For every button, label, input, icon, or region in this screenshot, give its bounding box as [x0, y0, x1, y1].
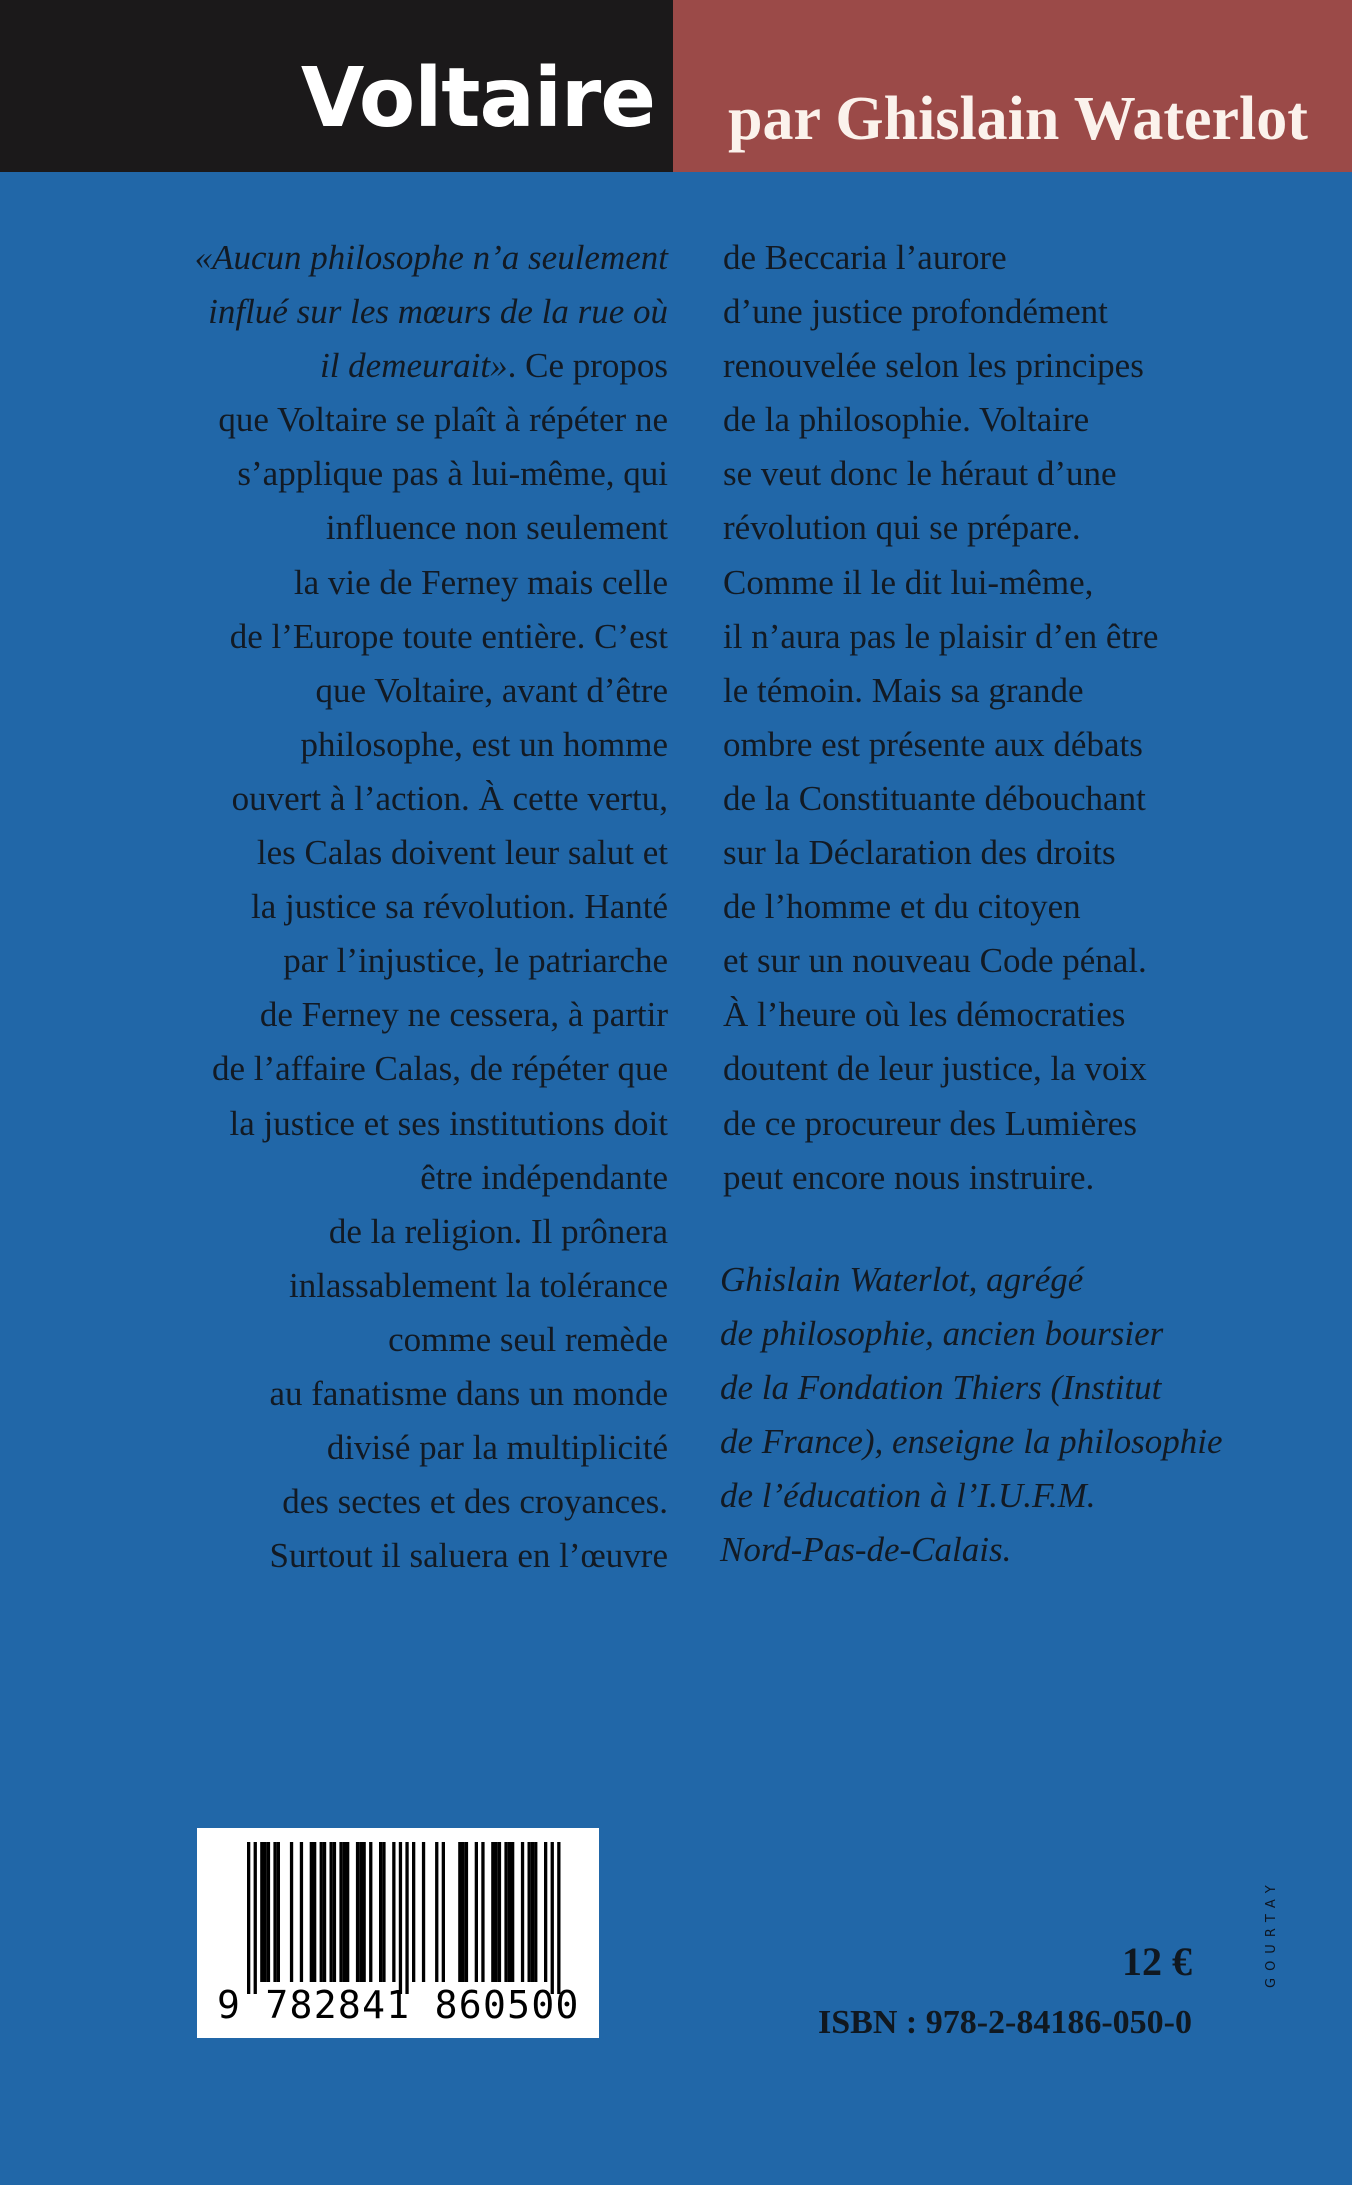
blurb-line: s’applique pas à lui-même, qui [237, 454, 668, 494]
barcode-bar [310, 1842, 313, 1982]
barcode-bar [528, 1842, 531, 1982]
blurb-quote-tail: . Ce propos [507, 346, 668, 386]
blurb-line: se veut donc le héraut d’une [723, 454, 1117, 494]
blurb-line: ouvert à l’action. À cette vertu, [231, 778, 668, 818]
blurb-line: par l’injustice, le patriarche [283, 941, 668, 981]
blurb-line: influé sur les mœurs de la rue où [208, 292, 668, 332]
price: 12 € [1122, 1939, 1192, 1984]
barcode-bar [498, 1842, 501, 1982]
author-bio [720, 1253, 1260, 1578]
blurb-line: révolution qui se prépare. [723, 508, 1081, 548]
barcode-bar [379, 1842, 382, 1982]
barcode-bar [339, 1842, 342, 1982]
blurb-left-column [160, 231, 668, 1583]
barcode-bar [264, 1842, 267, 1982]
author-block [673, 0, 1352, 172]
blurb-line: de la Constituante débouchant [723, 778, 1146, 818]
barcode-bar [399, 1842, 402, 1994]
barcode-bar [369, 1842, 372, 1982]
barcode-bar [405, 1842, 408, 1994]
blurb-line: la justice et ses institutions doit [229, 1103, 668, 1143]
blurb-line: Comme il le dit lui-même, [723, 562, 1094, 602]
cover-header [0, 0, 1352, 172]
barcode-bar [359, 1842, 362, 1982]
blurb-line: que Voltaire se plaît à répéter ne [218, 400, 668, 440]
title-block [0, 0, 673, 172]
barcode-bar [557, 1842, 560, 1994]
blurb-line: de la religion. Il prônera [328, 1211, 668, 1251]
barcode-digits: 9 782841 860500 [217, 1983, 580, 2027]
barcode-bar [475, 1842, 478, 1982]
barcode-bar [511, 1842, 514, 1982]
barcode-bar [521, 1842, 524, 1982]
blurb-line: peut encore nous instruire. [723, 1157, 1095, 1197]
barcode-bar [442, 1842, 445, 1982]
blurb-line: philosophe, est un homme [300, 724, 668, 764]
book-author: par Ghislain Waterlot [728, 85, 1308, 153]
barcode-bar [495, 1842, 498, 1982]
bio-line: de l’éducation à l’I.U.F.M. [720, 1476, 1096, 1516]
blurb-right-column [723, 231, 1243, 1205]
blurb-quote-end: il demeurait» [319, 346, 508, 386]
barcode-bar [504, 1842, 507, 1982]
barcode-bar [544, 1842, 547, 1982]
blurb-line: être indépendante [420, 1157, 668, 1197]
barcode-bar [267, 1842, 270, 1982]
blurb-line: Surtout il saluera en l’œuvre [269, 1536, 668, 1576]
barcode-bar [300, 1842, 303, 1982]
bio-line: de philosophie, ancien boursier [720, 1314, 1164, 1354]
barcode-bar [330, 1842, 333, 1982]
barcode-bar [508, 1842, 511, 1982]
barcode-bar [320, 1842, 323, 1982]
blurb-line: la justice sa révolution. Hanté [251, 887, 668, 927]
isbn: ISBN : 978-2-84186-050-0 [818, 2004, 1192, 2041]
barcode-bar [277, 1842, 280, 1982]
blurb-line: des sectes et des croyances. [282, 1482, 668, 1522]
blurb-line: doutent de leur justice, la voix [723, 1049, 1147, 1089]
barcode-bar [412, 1842, 415, 1982]
barcode-bar [462, 1842, 465, 1982]
barcode-bar [422, 1842, 425, 1982]
barcode-bar [273, 1842, 276, 1982]
barcode-bar [551, 1842, 554, 1994]
blurb-line: de la philosophie. Voltaire [723, 400, 1090, 440]
blurb-line: de l’homme et du citoyen [723, 887, 1081, 927]
blurb-line [160, 339, 668, 393]
blurb-line: de Beccaria l’aurore [723, 238, 1007, 277]
blurb-line: de l’Europe toute entière. C’est [229, 616, 668, 656]
barcode-bar [534, 1842, 537, 1982]
barcode-bar [382, 1842, 385, 1982]
bio-line: de la Fondation Thiers (Institut [720, 1368, 1162, 1408]
blurb-line: comme seul remède [388, 1319, 668, 1359]
blurb-line: de ce procureur des Lumières [723, 1103, 1137, 1143]
blurb-line: de l’affaire Calas, de répéter que [211, 1049, 668, 1089]
blurb-line: il n’aura pas le plaisir d’en être [723, 616, 1159, 656]
blurb-line: le témoin. Mais sa grande [723, 670, 1084, 710]
blurb-line: et sur un nouveau Code pénal. [723, 941, 1147, 981]
barcode-bar [323, 1842, 326, 1982]
blurb-line: inlassablement la tolérance [288, 1265, 668, 1305]
barcode-bar [531, 1842, 534, 1982]
barcode-bar [356, 1842, 359, 1982]
barcode-bar [333, 1842, 336, 1982]
blurb-line: de Ferney ne cessera, à partir [259, 995, 668, 1035]
barcode-bar [481, 1842, 484, 1982]
bio-line: Nord-Pas-de-Calais. [720, 1530, 1012, 1570]
blurb-line: «Aucun philosophe n’a seulement [194, 238, 668, 277]
book-title: Voltaire [300, 51, 655, 146]
blurb-line: la vie de Ferney mais celle [293, 562, 668, 602]
blurb-line: À l’heure où les démocraties [723, 995, 1126, 1035]
barcode-bar [363, 1842, 366, 1982]
blurb-line: renouvelée selon les principes [723, 346, 1144, 386]
barcode-bar [313, 1842, 316, 1982]
barcode-bar [260, 1842, 263, 1982]
bio-line: de France), enseigne la philosophie [720, 1422, 1223, 1462]
blurb-line: d’une justice profondément [723, 292, 1108, 332]
blurb-line: que Voltaire, avant d’être [315, 670, 668, 710]
barcode-bar [458, 1842, 461, 1982]
barcode-bar [254, 1842, 257, 1994]
blurb-line: influence non seulement [325, 508, 668, 548]
bio-line: Ghislain Waterlot, agrégé [720, 1260, 1084, 1299]
blurb-line: sur la Déclaration des droits [723, 833, 1116, 873]
barcode-bar [491, 1842, 494, 1982]
blurb-line: les Calas doivent leur salut et [256, 833, 668, 873]
blurb-line: au fanatisme dans un monde [269, 1373, 668, 1413]
barcode [197, 1828, 599, 2038]
blurb-line: divisé par la multiplicité [326, 1428, 668, 1468]
barcode-bar [346, 1842, 349, 1982]
barcode-bar [247, 1842, 250, 1994]
barcode-bar [290, 1842, 293, 1982]
blurb-line: ombre est présente aux débats [723, 724, 1143, 764]
barcode-bar [465, 1842, 468, 1982]
barcode-bar [343, 1842, 346, 1982]
barcode-bar [392, 1842, 395, 1982]
designer-credit: GOURTAY [1264, 1878, 1279, 1988]
barcode-bar [435, 1842, 438, 1982]
